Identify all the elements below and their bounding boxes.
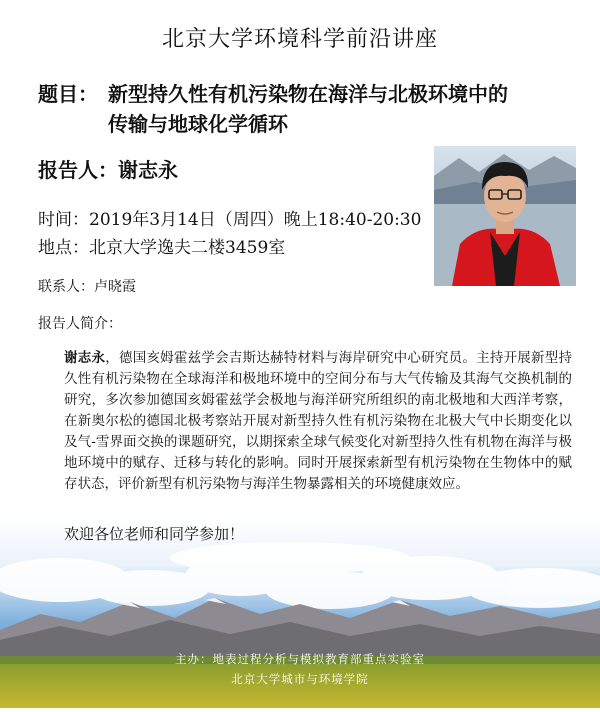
- bio-speaker-name: 谢志永: [64, 350, 106, 366]
- event-location: 地点：北京大学逸夫二楼3459室: [38, 238, 286, 258]
- talk-title-label: 题目：: [38, 82, 98, 106]
- sponsor-line: 主办：地表过程分析与模拟教育部重点实验室: [175, 652, 425, 666]
- speaker-portrait-illustration: [434, 146, 576, 286]
- bio-text: ，德国亥姆霍兹学会吉斯达赫特材料与海岸研究中心研究员。主持开展新型持久性有机污染物在全球海洋和极地环境中的空间分布与大气传输及其海气交换机制的研究，多次参加德国亥姆霍兹学会极地与海洋研究所组织的南北极地和大西洋考察，在新奥尔松的德国北极考察站开展对新型持久性有机污染物在北极大气中长期变化以及气-雪界面交换的课题研究，以期探索全球气候变化对新型持久性有机物在海洋与极地环境中的赋存、迁移与转化的影响。同时开展探索新型有机污染物在生物体中的赋存状态，评价新型有机污染物与海洋生物暴露相关的环境健康效应。: [64, 350, 573, 492]
- speaker-intro-label: 报告人简介：: [38, 316, 122, 332]
- lecture-series-title: 北京大学环境科学前沿讲座: [161, 27, 438, 52]
- talk-title-line-2: 传输与地球化学循环: [108, 112, 288, 136]
- organizer-line: 北京大学城市与环境学院: [231, 672, 369, 686]
- welcome-message: 欢迎各位老师和同学参加！: [64, 525, 245, 543]
- contact-person: 联系人：卢晓霞: [38, 279, 136, 295]
- talk-title-line-1: 新型持久性有机污染物在海洋与北极环境中的: [108, 82, 508, 106]
- speaker-photo: [434, 146, 576, 286]
- event-time: 时间：2019年3月14日（周四）晚上18:40-20:30: [38, 210, 422, 230]
- speaker-biography: [64, 348, 572, 495]
- speaker-name: 报告人：谢志永: [38, 158, 178, 182]
